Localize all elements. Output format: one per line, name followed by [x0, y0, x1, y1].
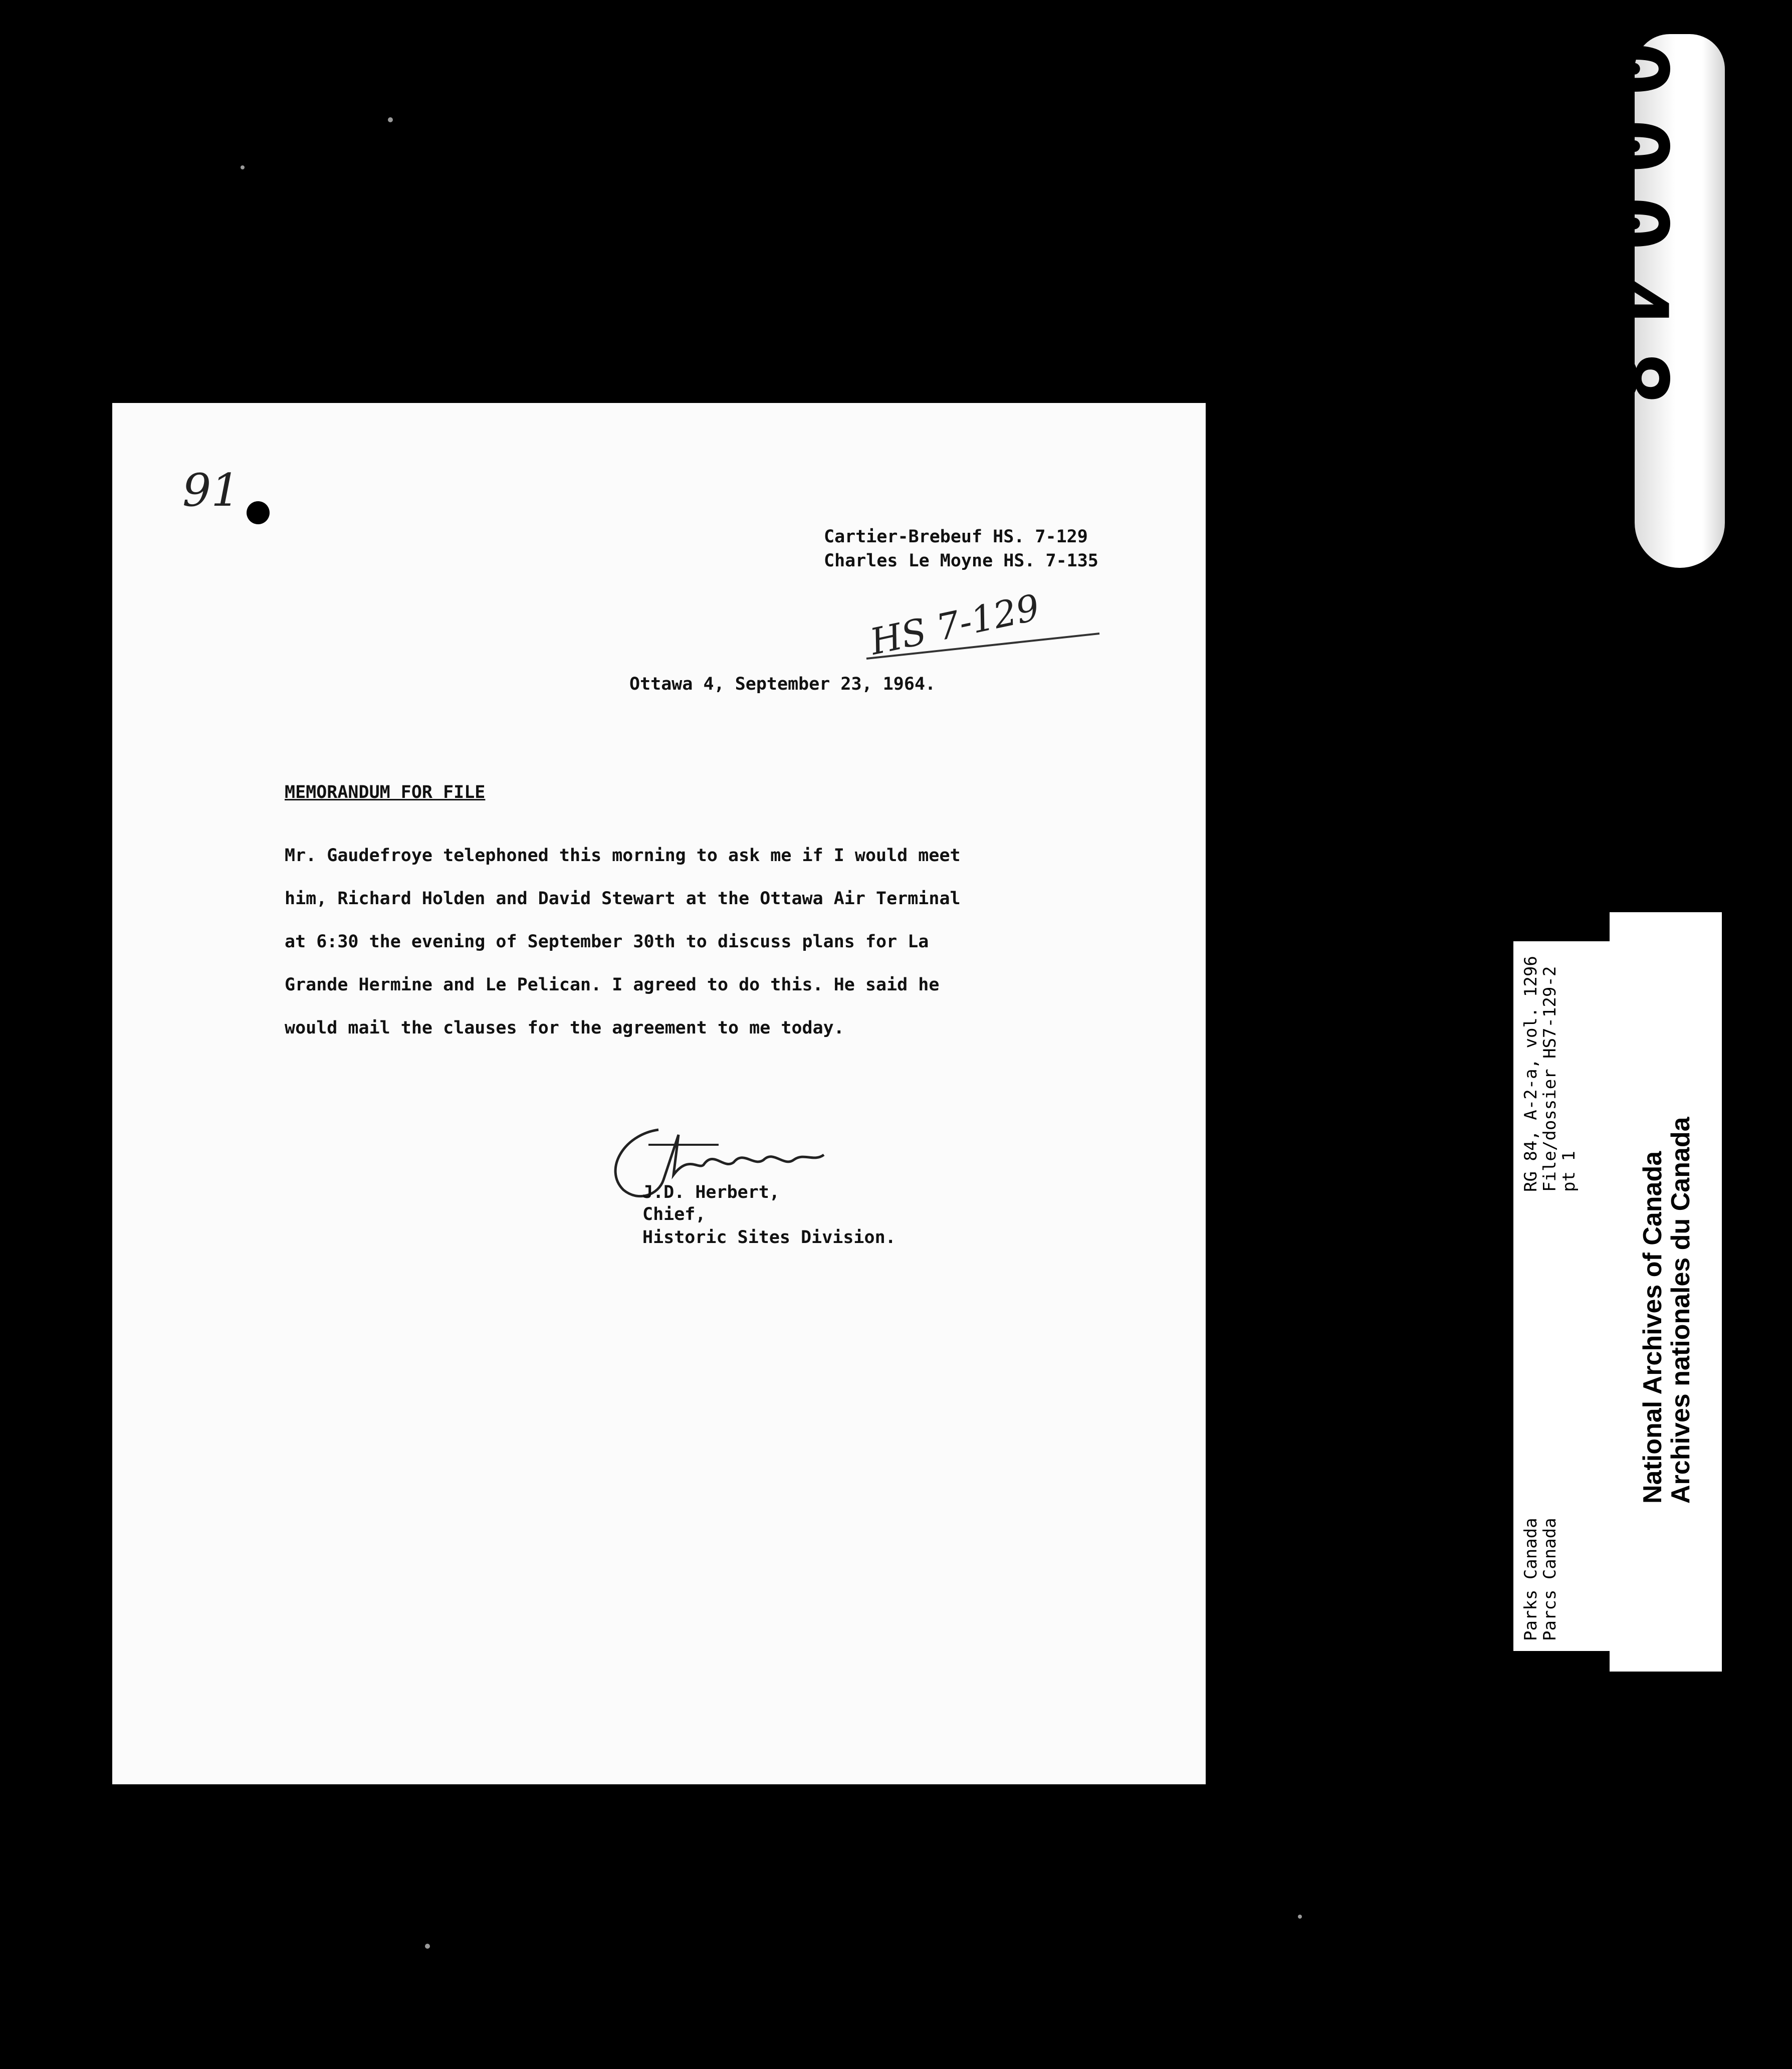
film-speck	[241, 165, 245, 169]
memo-heading: MEMORANDUM FOR FILE	[285, 782, 486, 802]
label-line: National Archives of Canada	[1638, 1151, 1667, 1504]
reference-line-2: Charles Le Moyne HS. 7-135	[824, 551, 1098, 571]
body-line: Grande Hermine and Le Pelican. I agreed to do this. He said he	[285, 975, 940, 995]
label-line: Archives nationales du Canada	[1666, 1117, 1695, 1504]
film-speck	[1298, 1915, 1302, 1919]
body-line: him, Richard Holden and David Stewart at the Ottawa Air Terminal	[285, 889, 961, 909]
handwritten-underline	[864, 624, 1104, 664]
film-speck	[425, 1944, 430, 1949]
handwritten-corner-mark: 91	[182, 464, 240, 517]
signatory-title: Chief,	[642, 1204, 706, 1224]
ink-dot	[247, 501, 270, 524]
label-line: Parcs Canada	[1540, 1518, 1560, 1641]
signatory-name: J.D. Herbert,	[642, 1182, 780, 1202]
frame-number: 00048	[1577, 40, 1688, 427]
body-line: at 6:30 the evening of September 30th to discuss plans for La	[285, 932, 929, 952]
memo-sheet	[112, 403, 1206, 1784]
body-line: would mail the clauses for the agreement to me today.	[285, 1018, 844, 1038]
label-line: Parks Canada	[1521, 1518, 1541, 1641]
signatory-division: Historic Sites Division.	[642, 1227, 896, 1248]
date-line: Ottawa 4, September 23, 1964.	[629, 674, 936, 694]
label-line: RG 84, A-2-a, vol. 1296	[1521, 956, 1541, 1192]
label-line: pt 1	[1559, 1151, 1579, 1192]
body-line: Mr. Gaudefroye telephoned this morning to ask me if I would meet	[285, 846, 961, 866]
label-line: File/dossier HS7-129-2	[1540, 966, 1560, 1192]
handwritten-file-reference: HS 7-129	[866, 586, 1043, 663]
national-archives-label	[1610, 912, 1722, 1672]
parks-canada-label	[1513, 941, 1612, 1651]
reference-line-1: Cartier-Brebeuf HS. 7-129	[824, 527, 1088, 547]
film-speck	[388, 117, 393, 122]
